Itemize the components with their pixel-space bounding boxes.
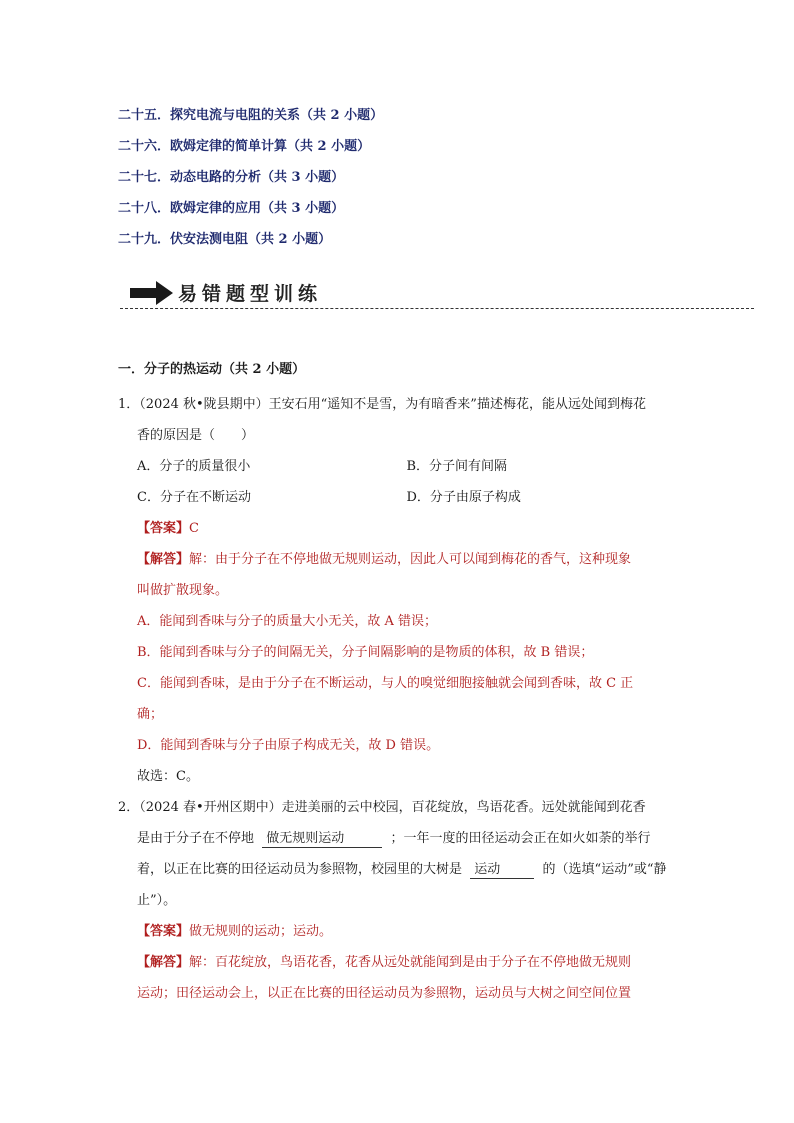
answer — [118, 513, 676, 544]
question-stem: 香的原因是（ ） — [137, 428, 255, 443]
toc-item[interactable]: 二十七．动态电路的分析（共 3 小题） — [118, 170, 345, 185]
explanation-b: B．能闻到香味与分子的间隔无关，分子间隔影响的是物质的体积，故 B 错误； — [137, 645, 594, 660]
option-c[interactable]: C．分子在不断运动 — [137, 490, 251, 505]
analysis — [118, 544, 676, 575]
arrow-right-icon — [130, 280, 174, 306]
explanation-d: D．能闻到香味与分子由原子构成无关，故 D 错误。 — [137, 738, 440, 753]
toc-item[interactable]: 二十九．伏安法测电阻（共 2 小题） — [118, 232, 332, 247]
toc-item[interactable]: 二十五．探究电流与电阻的关系（共 2 小题） — [118, 108, 384, 123]
fill-blank-1[interactable]: 做无规则运动 — [262, 831, 382, 848]
options-row — [118, 451, 676, 482]
fill-blank-2[interactable]: 运动 — [470, 862, 534, 879]
banner-title: 易错题型训练 — [178, 283, 323, 305]
question-stem: 2．（2024 春•开州区期中）走进美丽的云中校园，百花绽放，鸟语花香。远处就能闻到花香 — [118, 800, 646, 815]
toc-item[interactable]: 二十八．欧姆定律的应用（共 3 小题） — [118, 201, 345, 216]
analysis-text: 运动；田径运动会上，以正在比赛的田径运动员为参照物，运动员与大树之间空间位置 — [137, 986, 632, 1001]
question-stem: 止”）。 — [137, 893, 177, 908]
answer-value: 做无规则的运动；运动。 — [189, 924, 333, 939]
question-2 — [118, 792, 676, 1009]
section-heading: 一．分子的热运动（共 2 小题） — [118, 362, 306, 377]
question-stem — [118, 823, 676, 854]
option-d[interactable]: D．分子由原子构成 — [406, 490, 521, 505]
analysis — [118, 947, 676, 978]
section-banner — [120, 280, 754, 312]
options-row — [118, 482, 676, 513]
toc-item[interactable]: 二十六．欧姆定律的简单计算（共 2 小题） — [118, 139, 371, 154]
analysis-text: 解：百花绽放，鸟语花香，花香从远处就能闻到是由于分子在不停地做无规则 — [189, 955, 632, 970]
question-stem — [118, 854, 676, 885]
stem-text: 着，以正在比赛的田径运动员为参照物，校园里的大树是 — [137, 862, 463, 877]
analysis-text: 叫做扩散现象。 — [137, 583, 229, 598]
question-stem: 1．（2024 秋•陇县期中）王安石用“遥知不是雪，为有暗香来”描述梅花，能从远处闻到梅花 — [118, 397, 646, 412]
answer — [118, 916, 676, 947]
stem-text: 是由于分子在不停地 — [137, 831, 255, 846]
explanation-c: C．能闻到香味，是由于分子在不断运动，与人的嗅觉细胞接触就会闻到香味，故 C 正 — [137, 676, 634, 691]
explanation-a: A．能闻到香味与分子的质量大小无关，故 A 错误； — [137, 614, 438, 629]
answer-label: 【答案】 — [137, 924, 190, 939]
analysis-text: 解：由于分子在不停地做无规则运动，因此人可以闻到梅花的香气，这种现象 — [189, 552, 632, 567]
option-b[interactable]: B．分子间有间隔 — [406, 459, 508, 474]
banner-divider — [120, 308, 754, 309]
option-a[interactable]: A．分子的质量很小 — [137, 459, 251, 474]
stem-text: 的（选填“运动”或“静 — [542, 862, 667, 877]
explanation-c: 确； — [137, 707, 164, 722]
analysis-label: 【解答】 — [137, 955, 190, 970]
answer-label: 【答案】 — [137, 521, 190, 536]
analysis-label: 【解答】 — [137, 552, 190, 567]
final-choice: 故选：C。 — [137, 769, 199, 784]
stem-text: ；一年一度的田径运动会正在如火如荼的举行 — [390, 831, 651, 846]
answer-value: C — [189, 521, 199, 536]
question-1 — [118, 389, 676, 792]
table-of-contents — [118, 100, 383, 255]
